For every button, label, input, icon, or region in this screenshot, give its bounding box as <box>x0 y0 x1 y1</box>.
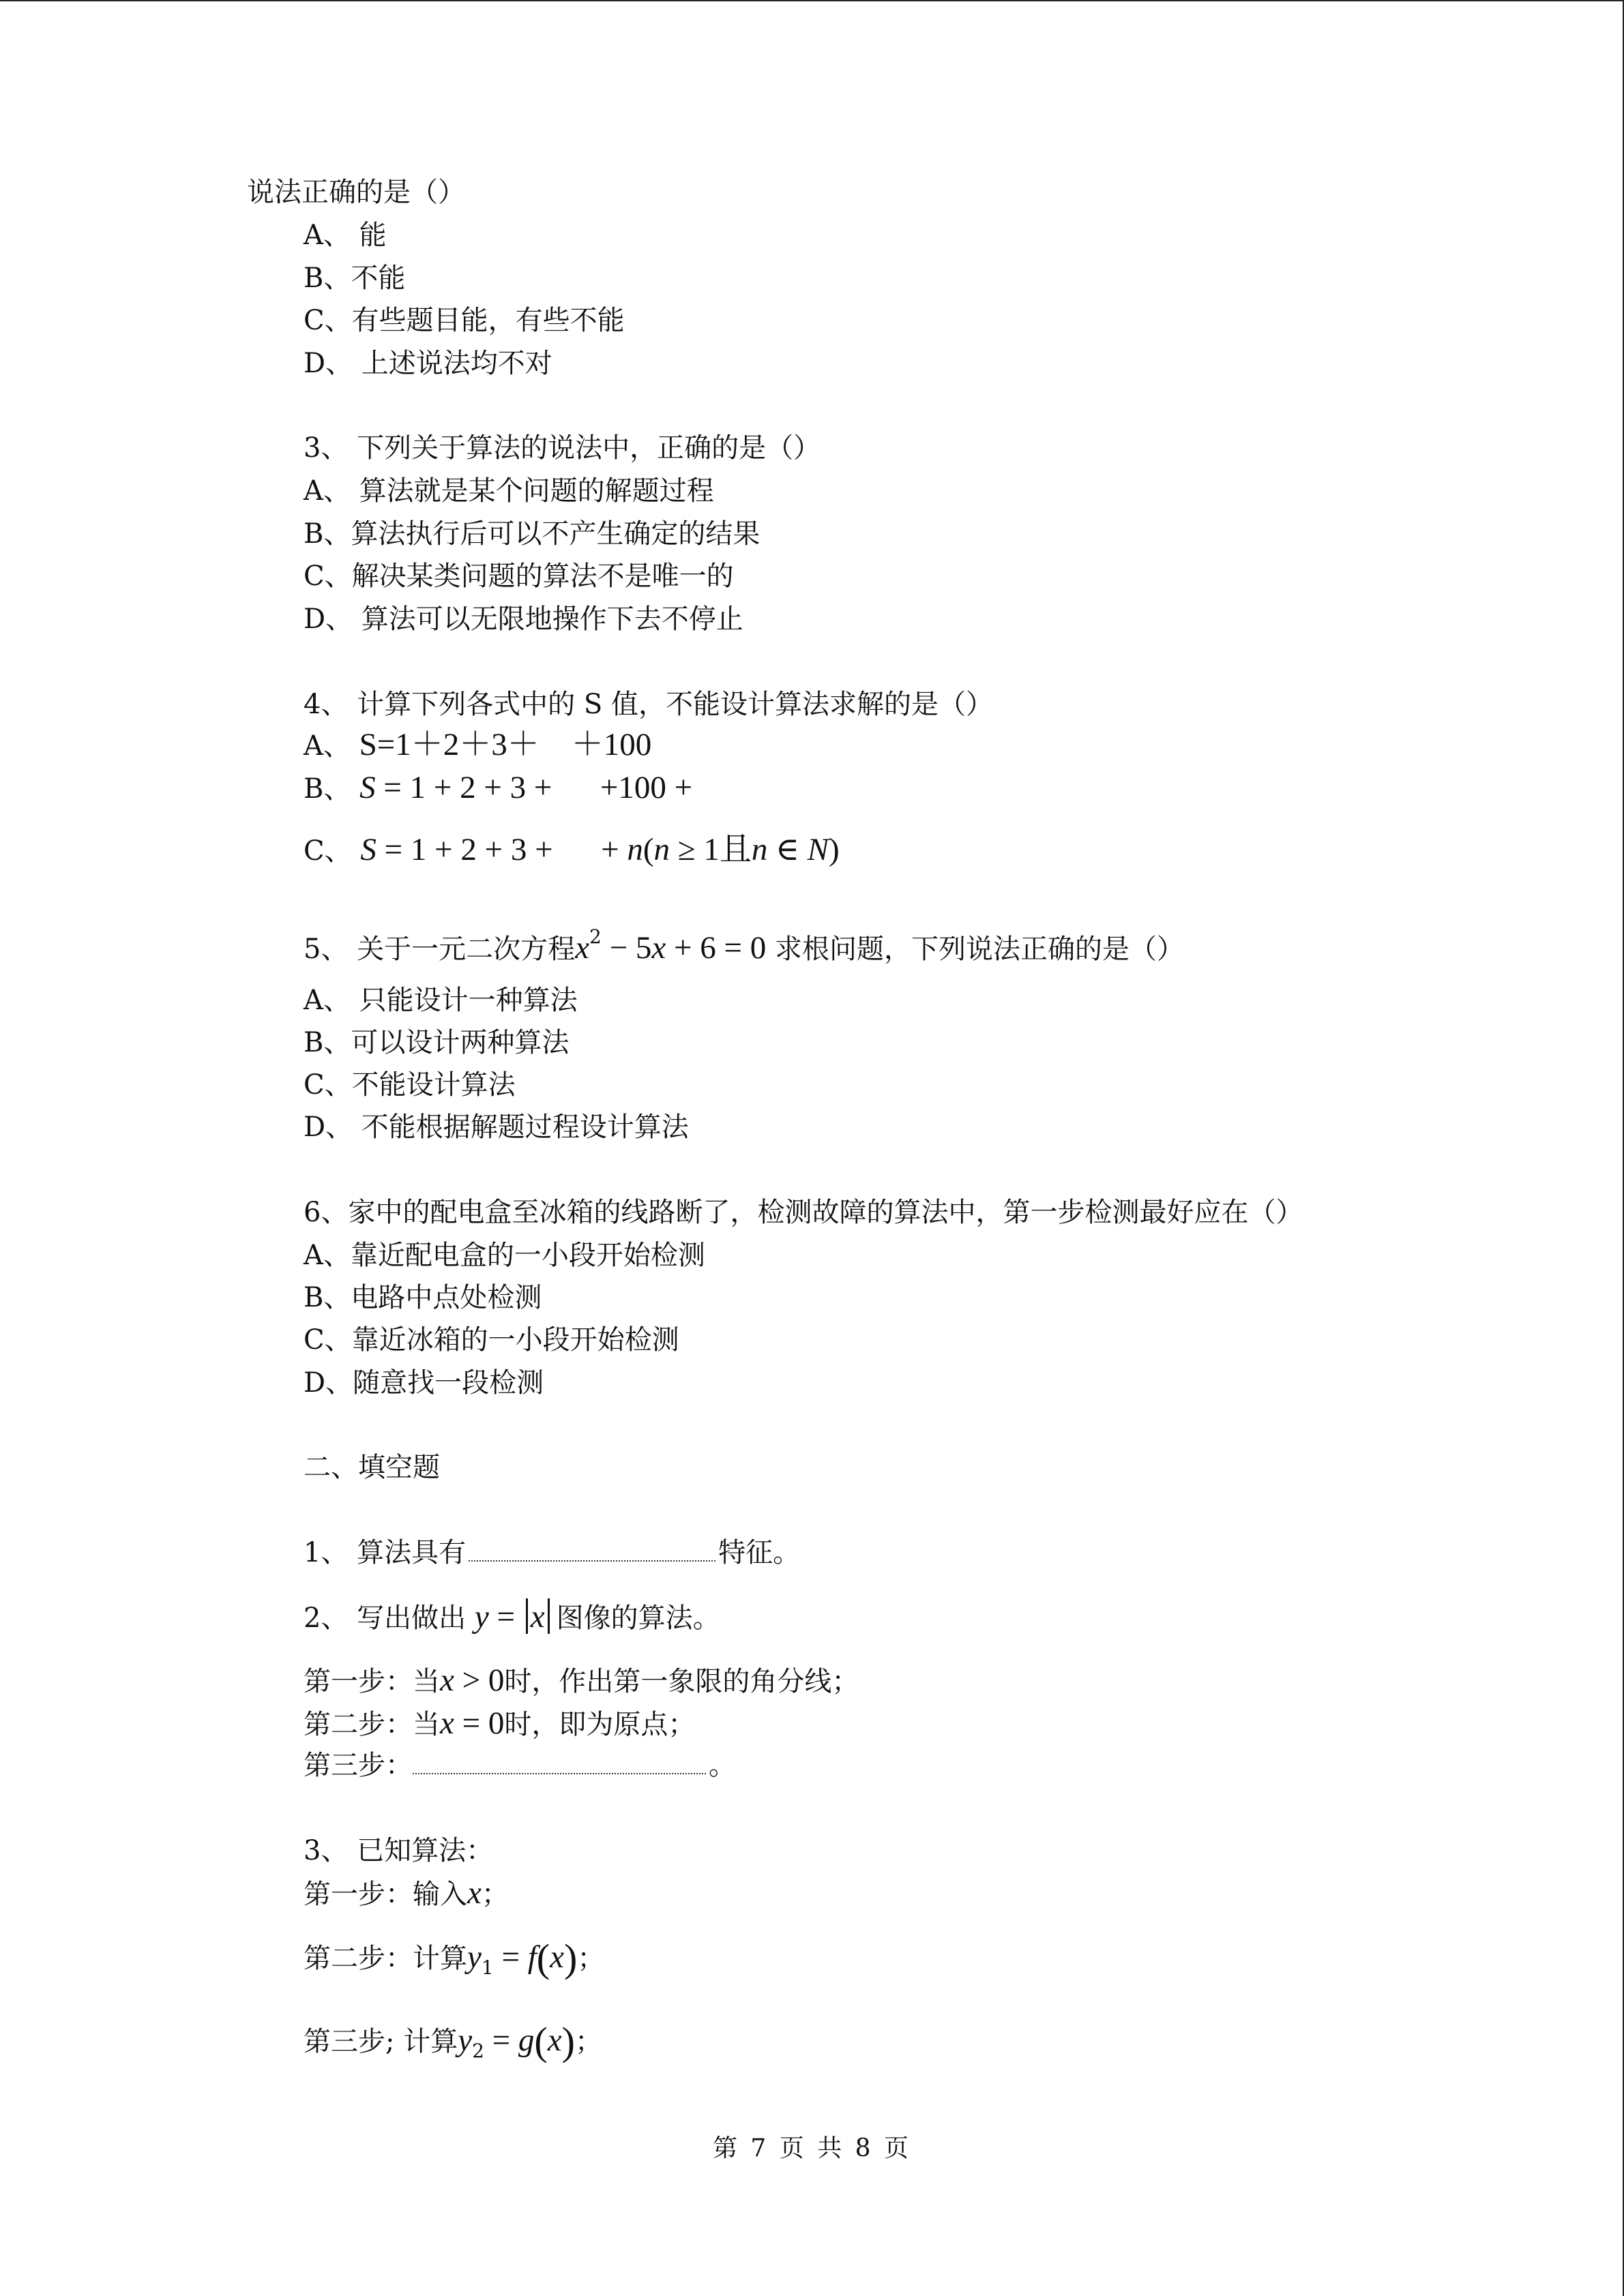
paren-close: ) <box>561 2019 575 2063</box>
fill3-step1-suffix: ； <box>481 1879 509 1910</box>
q4-option-c-label: C、 <box>304 835 352 867</box>
q4-option-a-label: A、 <box>304 730 351 762</box>
q4-option-c-var: S <box>360 832 377 867</box>
page-footer: 第 7 页 共 8 页 <box>712 2134 912 2162</box>
q4-option-b-expr: = 1 + 2 + 3 + +100 + <box>375 770 693 805</box>
q5-eq-sup: 2 <box>589 925 602 948</box>
fill3-step1-x: x <box>467 1875 482 1911</box>
q5-eq-x2: x <box>651 930 666 966</box>
q4-stem: 4、 计算下列各式中的 S 值，不能设计算法求解的是（） <box>304 689 993 720</box>
fill2-y: y <box>474 1599 489 1635</box>
q5-stem-suffix: 求根问题，下列说法正确的是（） <box>775 934 1184 965</box>
fill2-step1-prefix: 第一步：当 <box>304 1666 440 1697</box>
q2-option-c: C、有些题目能，有些不能 <box>304 305 625 336</box>
paren-open: ( <box>536 1936 550 1980</box>
fill2-step3-prefix: 第三步： <box>304 1750 413 1781</box>
q4-option-b-var: S <box>359 770 376 805</box>
q2-option-d: D、 上述说法均不对 <box>304 348 552 379</box>
q2-option-a: A、 能 <box>304 220 387 251</box>
fill3-step3-suffix: ； <box>574 2026 602 2057</box>
fill-question-3: 3、 已知算法： <box>304 1835 494 1866</box>
fill2-step3-answer-blank[interactable] <box>413 1753 706 1774</box>
q4-option-c-n1: n <box>627 832 643 867</box>
q2-option-b: B、不能 <box>304 263 406 294</box>
fill3-step2-f: f <box>527 1939 537 1975</box>
fill3-step3-eq: = <box>484 2023 518 2058</box>
fill3-step3-g: g <box>518 2023 535 2058</box>
q6-stem: 6、家中的配电盒至冰箱的线路断了，检测故障的算法中，第一步检测最好应在（） <box>304 1197 1303 1228</box>
q5-eq-rest2: + 6 = 0 <box>666 930 767 966</box>
fill3-step2-sub: 1 <box>481 1956 494 1979</box>
q5-option-c: C、不能设计算法 <box>304 1069 516 1101</box>
q4-option-c-n2: n <box>653 832 670 867</box>
fill3-step2-prefix: 第二步：计算 <box>304 1943 467 1974</box>
fill2-step1-suffix: 时，作出第一象限的角分线； <box>504 1666 859 1697</box>
fill2-step2-x: x <box>440 1705 454 1741</box>
fill1-prefix: 1、 算法具有 <box>304 1537 467 1568</box>
q3-stem: 3、 下列关于算法的说法中，正确的是（） <box>304 432 821 464</box>
q5-stem <box>304 921 1184 966</box>
q4-option-c-expr5: ) <box>828 832 840 867</box>
fill2-prefix: 2、 写出做出 <box>304 1602 467 1634</box>
fill3-step1-prefix: 第一步：输入 <box>304 1879 467 1910</box>
section-title: 二、填空题 <box>304 1452 440 1483</box>
q4-option-c-expr4: ∈ <box>767 832 808 867</box>
abs-bar-right <box>548 1598 550 1634</box>
q4-option-c-expr1: = 1 + 2 + 3 + + <box>376 832 628 867</box>
fill3-step3-x: x <box>547 2023 562 2058</box>
fill2-step3 <box>304 1749 736 1782</box>
fill2-step2-prefix: 第二步：当 <box>304 1709 440 1740</box>
paren-close: ) <box>563 1936 578 1980</box>
fill2-suffix: 图像的算法。 <box>556 1602 720 1634</box>
q3-option-b: B、算法执行后可以不产生确定的结果 <box>304 518 761 550</box>
q5-option-d: D、 不能根据解题过程设计算法 <box>304 1112 689 1143</box>
q4-option-c <box>304 833 840 867</box>
fill-question-2 <box>304 1598 720 1635</box>
q6-option-a: A、靠近配电盒的一小段开始检测 <box>304 1240 705 1271</box>
q4-option-a-expr: S=1＋2＋3＋ ＋100 <box>359 727 652 762</box>
fill3-step1 <box>304 1877 509 1911</box>
fill1-answer-blank[interactable] <box>469 1540 715 1562</box>
q3-option-a: A、 算法就是某个问题的解题过程 <box>304 475 714 507</box>
q5-eq-x: x <box>575 930 590 966</box>
fill2-step1 <box>304 1664 859 1698</box>
q4-option-c-N: N <box>807 832 829 867</box>
fill3-step2-y: y <box>467 1939 482 1975</box>
q4-option-c-expr2: ( <box>643 832 654 867</box>
fill2-step1-x: x <box>440 1663 454 1698</box>
q6-option-c: C、靠近冰箱的一小段开始检测 <box>304 1324 679 1356</box>
fill3-step2-x: x <box>550 1939 564 1975</box>
fill3-step3 <box>304 2019 602 2068</box>
q6-option-b: B、电路中点处检测 <box>304 1282 542 1313</box>
fill2-step2-cond: = 0 <box>454 1705 505 1741</box>
q5-eq-rest1: − 5 <box>601 930 652 966</box>
fill-question-1 <box>304 1536 800 1569</box>
q5-stem-prefix: 5、 关于一元二次方程 <box>304 934 576 965</box>
q4-option-b-label: B、 <box>304 773 351 805</box>
q4-option-c-expr3: ≥ 1且 <box>670 832 752 867</box>
q2-stem-tail: 说法正确的是（） <box>247 177 465 208</box>
q6-option-d: D、随意找一段检测 <box>304 1367 544 1399</box>
abs-bar-left <box>526 1598 528 1634</box>
fill3-step3-prefix: 第三步; 计算 <box>304 2026 458 2057</box>
paren-open: ( <box>534 2019 548 2063</box>
fill2-step1-cond: > 0 <box>454 1663 505 1698</box>
fill2-step2 <box>304 1707 695 1741</box>
fill2-step3-suffix: 。 <box>709 1750 736 1781</box>
q5-option-a: A、 只能设计一种算法 <box>304 985 578 1016</box>
fill3-step2-suffix: ； <box>577 1943 605 1974</box>
q3-option-d: D、 算法可以无限地操作下去不停止 <box>304 603 743 635</box>
q3-option-c: C、解决某类问题的算法不是唯一的 <box>304 561 734 592</box>
q4-option-a <box>304 728 651 762</box>
fill3-step3-y: y <box>458 2023 473 2058</box>
q4-option-b <box>304 771 692 805</box>
q4-option-c-n3: n <box>751 832 768 867</box>
fill2-eq: = <box>488 1599 523 1635</box>
q5-option-b: B、可以设计两种算法 <box>304 1027 570 1058</box>
fill1-suffix: 特征。 <box>718 1537 801 1568</box>
fill3-step3-sub: 2 <box>472 2040 484 2062</box>
fill2-x: x <box>530 1599 545 1635</box>
fill3-step2-eq: = <box>493 1939 528 1975</box>
fill3-step2 <box>304 1936 605 1984</box>
fill2-step2-suffix: 时，即为原点； <box>504 1709 696 1740</box>
